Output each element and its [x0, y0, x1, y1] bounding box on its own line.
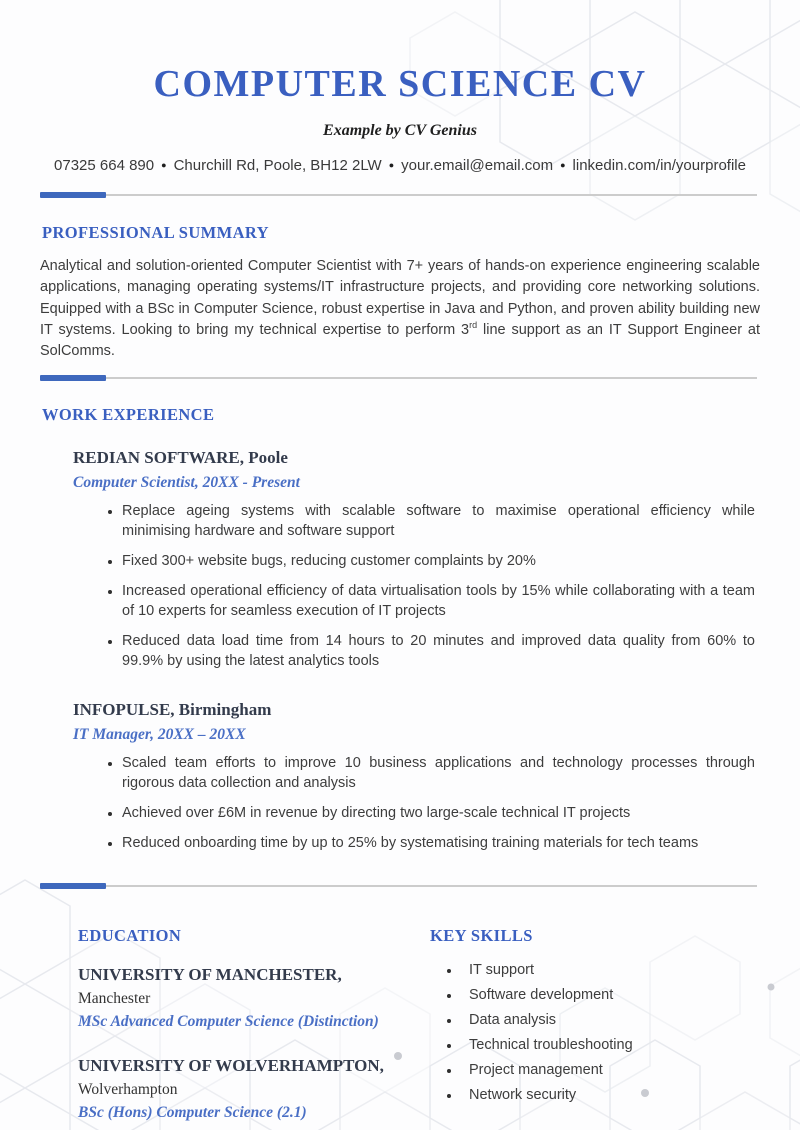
cv-title: COMPUTER SCIENCE CV — [153, 63, 647, 105]
skills-column — [430, 925, 730, 1124]
bullet-item: • Scaled team efforts to improve 10 business applications and technology processes through rigorous data collection and analysis — [122, 753, 755, 793]
skill-item: • IT support — [461, 960, 730, 980]
contact-line — [0, 156, 800, 175]
company-name: INFOPULSE, Birmingham — [73, 700, 272, 720]
school-name: UNIVERSITY OF WOLVERHAMPTON, — [78, 1056, 384, 1076]
school-degree: BSc (Hons) Computer Science (2.1) — [78, 1104, 307, 1122]
company-name: REDIAN SOFTWARE, Poole — [73, 448, 288, 468]
school-entry — [78, 962, 408, 1033]
superscript-ordinal: rd — [469, 320, 478, 331]
school-entry — [78, 1053, 408, 1124]
bullet-item: • Reduced onboarding time by up to 25% by systematising training materials for tech teams — [122, 833, 755, 853]
job-entry — [73, 447, 755, 671]
job-bullet-list — [73, 753, 755, 853]
skill-item: • Network security — [461, 1085, 730, 1105]
job-title: IT Manager, 20XX – 20XX — [73, 726, 246, 744]
contact-separator-dot: ● — [161, 160, 167, 170]
work-experience-heading: WORK EXPERIENCE — [42, 405, 215, 425]
bullet-item: • Reduced data load time from 14 hours to 20 minutes and improved data quality from 60% to 99.9% by using the latest analytics tools — [122, 631, 755, 671]
contact-address: Churchill Rd, Poole, BH12 2LW — [173, 157, 382, 174]
bullet-item: • Increased operational efficiency of data virtualisation tools by 15% while collaborating with a team of 10 experts for seamless execution of IT projects — [122, 581, 755, 621]
contact-separator-dot: ● — [388, 160, 395, 170]
bottom-section — [0, 925, 800, 1124]
contact-linkedin[interactable]: linkedin.com/in/yourprofile — [572, 157, 746, 174]
cv-subtitle: Example by CV Genius — [323, 122, 477, 139]
school-city: Wolverhampton — [78, 1081, 178, 1099]
bullet-item: • Replace ageing systems with scalable software to maximise operational efficiency while minimising hardware and software support — [122, 501, 755, 541]
job-bullet-list — [73, 501, 755, 671]
summary-text-end: line support as an IT Support Engineer at SolComms. — [40, 321, 760, 360]
skill-item: • Technical troubleshooting — [461, 1035, 730, 1055]
summary-paragraph — [40, 256, 760, 362]
key-skills-heading: KEY SKILLS — [430, 926, 533, 946]
bullet-item: • Achieved over £6M in revenue by directing two large-scale technical IT projects — [122, 803, 755, 823]
skills-list — [430, 960, 730, 1105]
section-divider — [40, 192, 757, 198]
divider-accent-bar — [40, 375, 106, 381]
summary-text-start: Analytical and solution-oriented Computer Scientist with 7+ years of hands-on experience engineering scalable applications, managing operating systems/IT infrastructure projects, and providing core networking solutions. Equipped with a BSc in Computer Science, robust expertise in Java and Python, and proven ability building new IT systems. Looking to bring my technical expertise to perform 3 — [40, 258, 760, 338]
skill-item: • Data analysis — [461, 1010, 730, 1030]
skill-item: • Project management — [461, 1060, 730, 1080]
contact-email[interactable]: your.email@email.com — [401, 157, 554, 174]
contact-separator-dot: ● — [560, 160, 566, 170]
divider-accent-bar — [40, 883, 106, 889]
section-divider — [40, 375, 757, 381]
divider-accent-bar — [40, 192, 106, 198]
summary-heading: PROFESSIONAL SUMMARY — [42, 223, 269, 242]
contact-phone: 07325 664 890 — [54, 157, 155, 174]
education-column — [78, 925, 408, 1124]
school-city: Manchester — [78, 990, 151, 1008]
job-entry — [73, 699, 755, 853]
school-name: UNIVERSITY OF MANCHESTER, — [78, 965, 342, 985]
bullet-item: • Fixed 300+ website bugs, reducing customer complaints by 20% — [122, 551, 755, 571]
education-heading: EDUCATION — [78, 926, 182, 946]
skill-item: • Software development — [461, 985, 730, 1005]
school-degree: MSc Advanced Computer Science (Distinction) — [78, 1013, 379, 1031]
job-title: Computer Scientist, 20XX - Present — [73, 474, 300, 492]
section-divider — [40, 883, 757, 889]
